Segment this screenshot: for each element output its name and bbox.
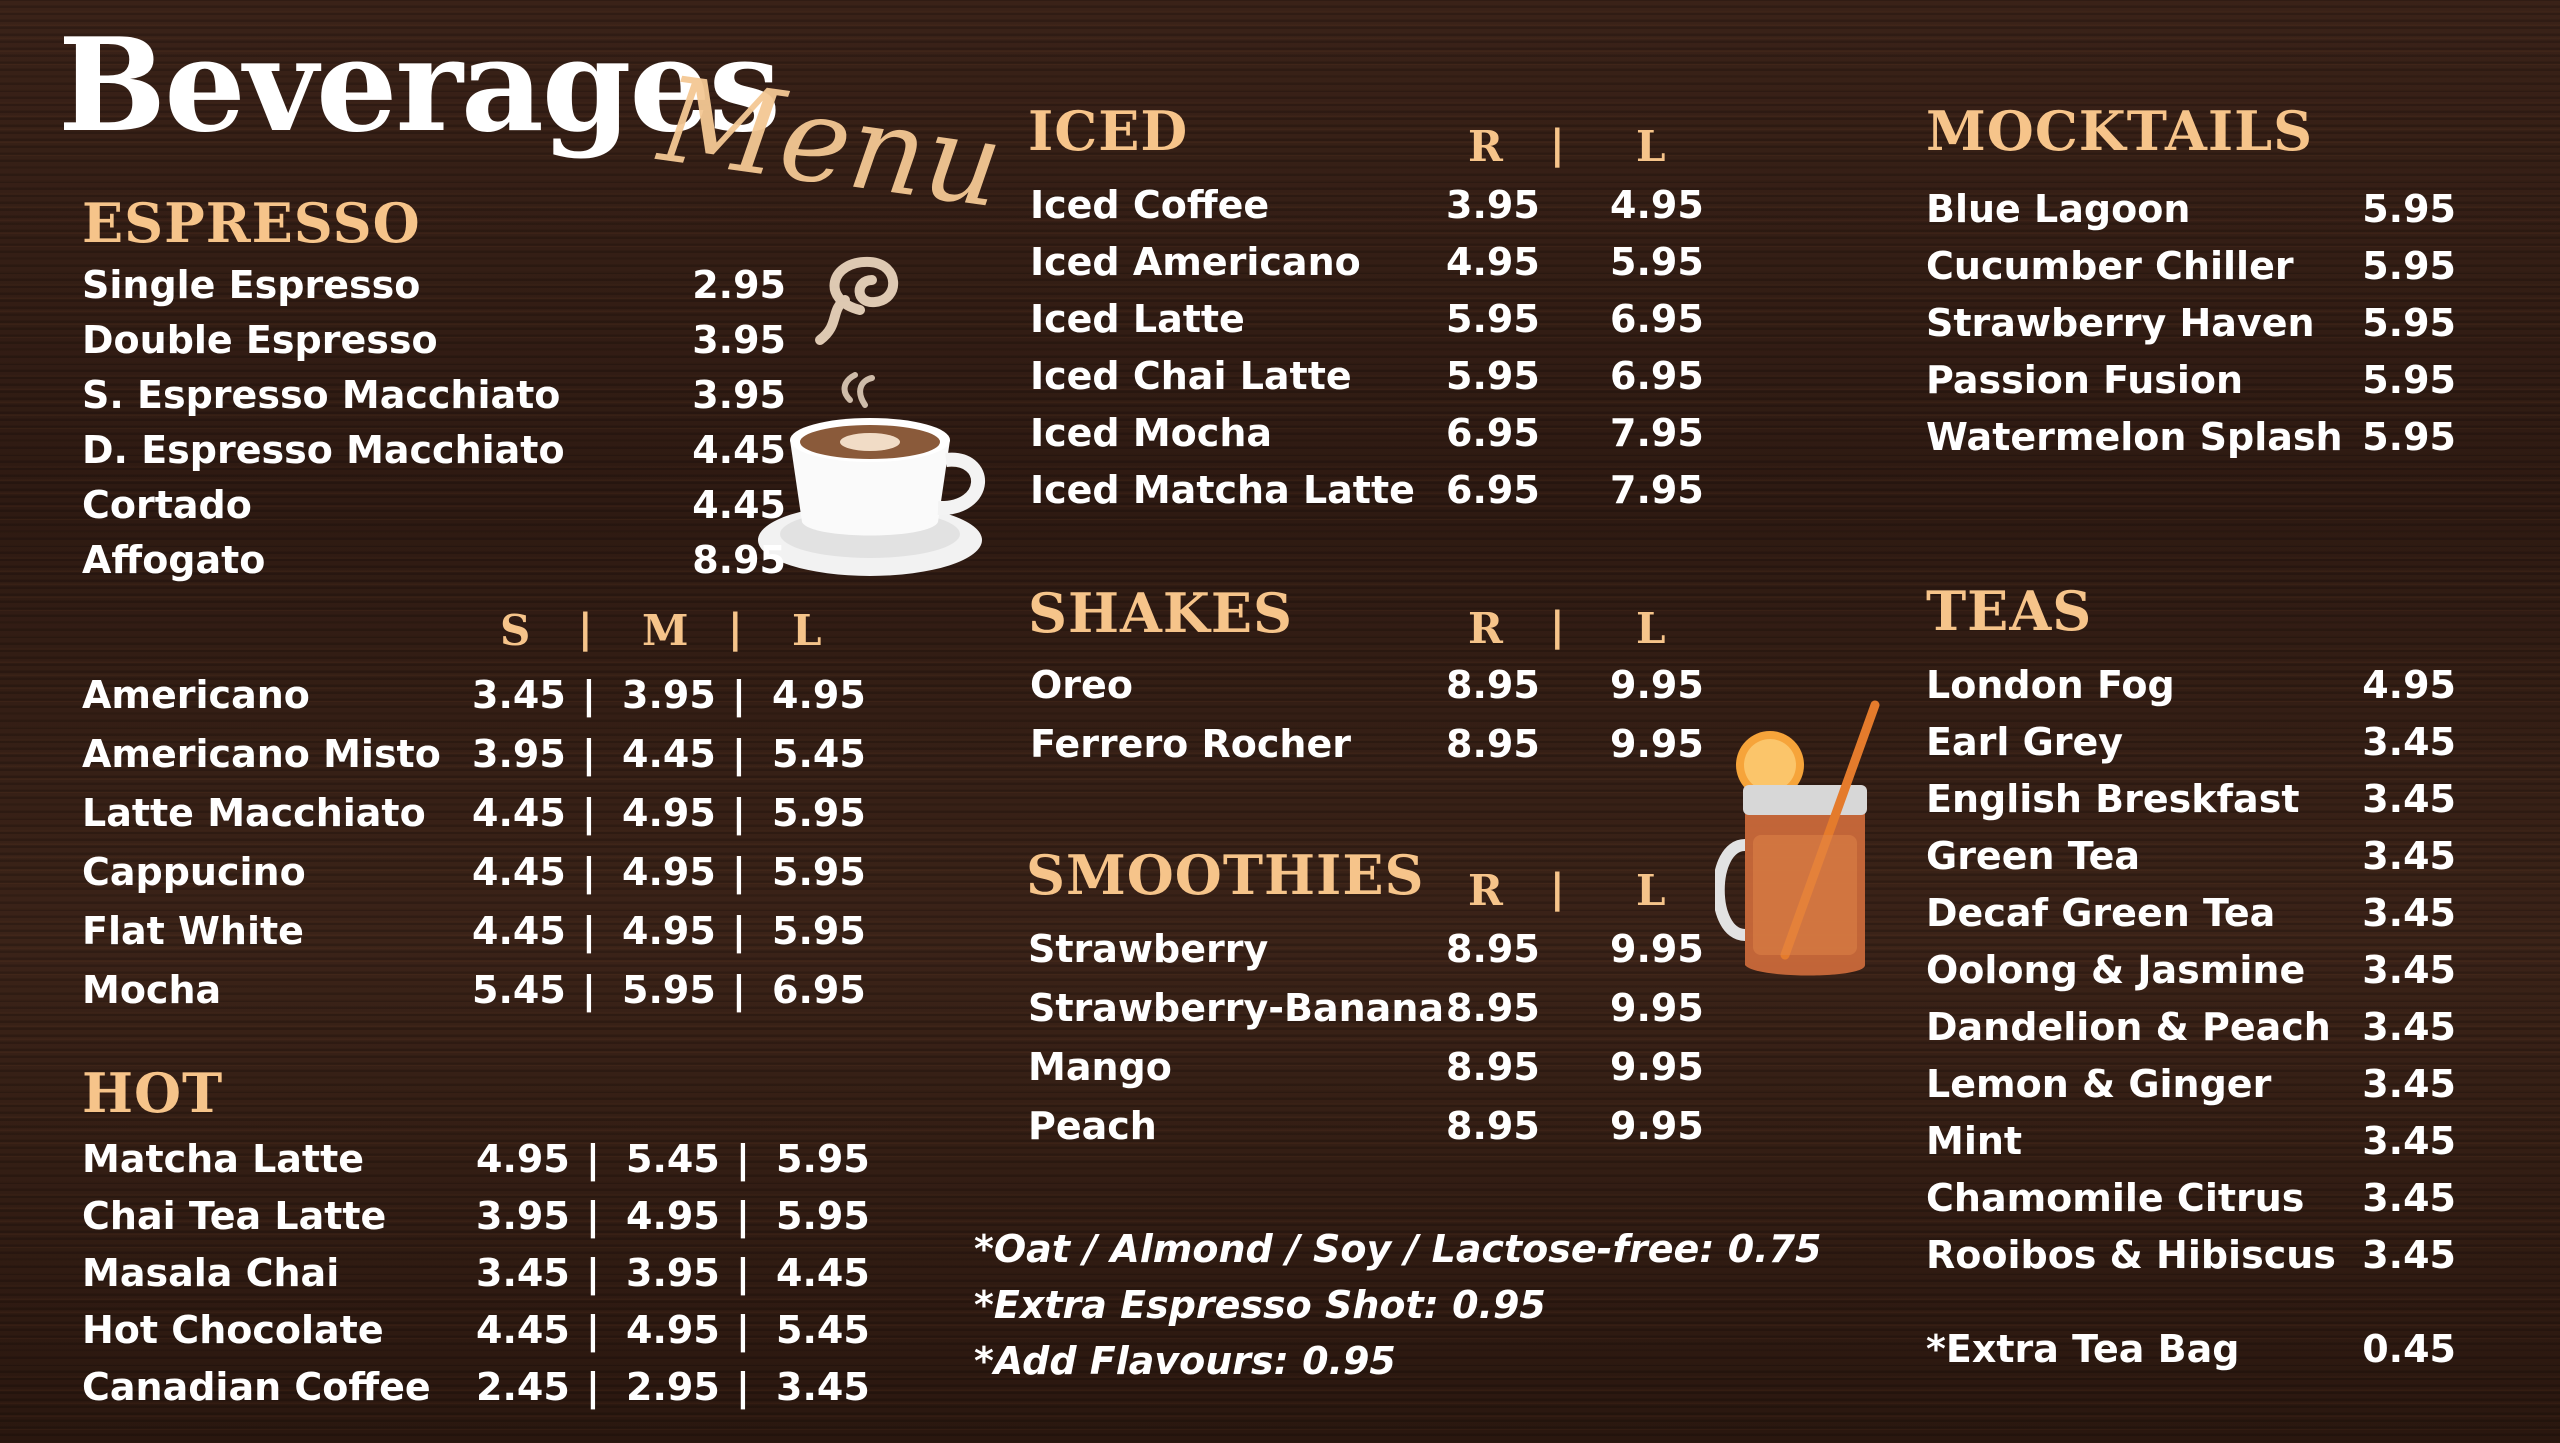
price-separator: | bbox=[582, 909, 596, 953]
note-milk-alternatives: *Oat / Almond / Soy / Lactose-free: 0.75 bbox=[974, 1227, 1822, 1271]
item-price-s: 3.45 bbox=[472, 673, 566, 717]
size-header-separator: | bbox=[1550, 866, 1565, 912]
menu-item-row bbox=[1926, 662, 2456, 708]
item-price-l: 4.45 bbox=[776, 1251, 870, 1295]
menu-item-row bbox=[1926, 414, 2456, 460]
item-price-r: 6.95 bbox=[1446, 468, 1540, 512]
menu-item-row bbox=[82, 317, 902, 363]
item-price: 3.45 bbox=[2362, 891, 2456, 935]
menu-item-row bbox=[82, 1136, 902, 1182]
menu-item-row bbox=[82, 537, 902, 583]
item-price: 3.45 bbox=[2362, 720, 2456, 764]
price-separator: | bbox=[732, 968, 746, 1012]
item-name: Iced Chai Latte bbox=[1030, 354, 1352, 398]
menu-item-row bbox=[1028, 1044, 1728, 1090]
item-price-r: 8.95 bbox=[1446, 663, 1540, 707]
page-subtitle-script: Menu bbox=[652, 50, 1011, 235]
menu-item-row bbox=[1926, 300, 2456, 346]
item-price-m: 4.95 bbox=[622, 909, 716, 953]
item-price-r: 3.95 bbox=[1446, 183, 1540, 227]
size-header-separator: | bbox=[1550, 122, 1565, 168]
item-price-m: 2.95 bbox=[626, 1365, 720, 1409]
menu-item-row bbox=[1926, 1118, 2456, 1164]
menu-item-row bbox=[1028, 985, 1728, 1031]
item-name: Chai Tea Latte bbox=[82, 1194, 387, 1238]
item-name: Blue Lagoon bbox=[1926, 187, 2191, 231]
item-price-s: 4.45 bbox=[472, 791, 566, 835]
item-price-m: 4.95 bbox=[622, 850, 716, 894]
price-separator: | bbox=[586, 1137, 600, 1181]
item-name: Mint bbox=[1926, 1119, 2023, 1163]
item-price-m: 4.95 bbox=[626, 1194, 720, 1238]
menu-item-row bbox=[1030, 467, 1730, 513]
size-header-separator: | bbox=[578, 606, 593, 652]
item-price-r: 8.95 bbox=[1446, 1045, 1540, 1089]
item-name: Cucumber Chiller bbox=[1926, 244, 2294, 288]
item-price-r: 6.95 bbox=[1446, 411, 1540, 455]
price-separator: | bbox=[582, 732, 596, 776]
note-extra-shot: *Extra Espresso Shot: 0.95 bbox=[974, 1283, 1546, 1327]
item-name: Rooibos & Hibiscus bbox=[1926, 1233, 2336, 1277]
item-name: Strawberry Haven bbox=[1926, 301, 2315, 345]
price-separator: | bbox=[732, 732, 746, 776]
item-price-m: 5.95 bbox=[622, 968, 716, 1012]
menu-item-row bbox=[1030, 353, 1730, 399]
price-separator: | bbox=[582, 968, 596, 1012]
menu-item-row bbox=[1030, 721, 1730, 767]
item-price: 3.45 bbox=[2362, 777, 2456, 821]
section-heading-iced: ICED bbox=[1028, 99, 1189, 163]
item-name: Canadian Coffee bbox=[82, 1365, 431, 1409]
menu-item-row bbox=[82, 262, 902, 308]
iced-tea-jar-illustration bbox=[1715, 695, 1895, 985]
item-price: 5.95 bbox=[2362, 244, 2456, 288]
item-price-s: 4.95 bbox=[476, 1137, 570, 1181]
item-name: S. Espresso Macchiato bbox=[82, 373, 561, 417]
item-price: 3.45 bbox=[2362, 1062, 2456, 1106]
item-name: Double Espresso bbox=[82, 318, 438, 362]
item-price: 3.45 bbox=[2362, 948, 2456, 992]
size-header-separator: | bbox=[1550, 604, 1565, 650]
section-heading-teas: TEAS bbox=[1926, 579, 2093, 643]
item-price-s: 4.45 bbox=[472, 850, 566, 894]
menu-item-row bbox=[82, 908, 902, 954]
item-price-r: 8.95 bbox=[1446, 927, 1540, 971]
menu-item-row bbox=[82, 1364, 902, 1410]
item-name: Hot Chocolate bbox=[82, 1308, 384, 1352]
menu-item-row bbox=[82, 672, 902, 718]
size-header-s: S bbox=[500, 606, 531, 655]
item-price-l: 5.95 bbox=[772, 850, 866, 894]
item-price-l: 6.95 bbox=[772, 968, 866, 1012]
item-price-l: 6.95 bbox=[1610, 354, 1704, 398]
item-price: 5.95 bbox=[2362, 415, 2456, 459]
item-price: 3.95 bbox=[692, 373, 786, 417]
item-name: Passion Fusion bbox=[1926, 358, 2244, 402]
menu-item-row bbox=[1028, 926, 1728, 972]
item-name: Mocha bbox=[82, 968, 222, 1012]
item-name: Single Espresso bbox=[82, 263, 421, 307]
section-heading-mocktails: MOCKTAILS bbox=[1926, 99, 2314, 163]
item-name: Cappucino bbox=[82, 850, 306, 894]
menu-item-row bbox=[1926, 357, 2456, 403]
menu-item-row bbox=[1926, 833, 2456, 879]
item-name: Masala Chai bbox=[82, 1251, 340, 1295]
menu-item-row bbox=[1926, 1061, 2456, 1107]
item-price: 5.95 bbox=[2362, 187, 2456, 231]
section-heading-hot: HOT bbox=[82, 1061, 224, 1125]
item-price-l: 5.95 bbox=[1610, 240, 1704, 284]
item-price-l: 5.95 bbox=[776, 1137, 870, 1181]
item-name: Affogato bbox=[82, 538, 266, 582]
menu-item-row bbox=[82, 372, 902, 418]
menu-item-row bbox=[1926, 243, 2456, 289]
price-separator: | bbox=[732, 909, 746, 953]
item-price-l: 5.45 bbox=[772, 732, 866, 776]
price-separator: | bbox=[736, 1251, 750, 1295]
item-name: Decaf Green Tea bbox=[1926, 891, 2276, 935]
item-name: Iced Americano bbox=[1030, 240, 1361, 284]
menu-item-row bbox=[82, 849, 902, 895]
item-price-m: 5.45 bbox=[626, 1137, 720, 1181]
size-header-r: R bbox=[1468, 604, 1503, 653]
item-name: English Breskfast bbox=[1926, 777, 2300, 821]
item-price-l: 9.95 bbox=[1610, 927, 1704, 971]
menu-item-row bbox=[1030, 239, 1730, 285]
item-name: Watermelon Splash bbox=[1926, 415, 2343, 459]
item-name: Earl Grey bbox=[1926, 720, 2124, 764]
price-separator: | bbox=[736, 1137, 750, 1181]
price-separator: | bbox=[736, 1308, 750, 1352]
menu-item-row bbox=[1030, 410, 1730, 456]
menu-item-row bbox=[1926, 186, 2456, 232]
item-name: Dandelion & Peach bbox=[1926, 1005, 2331, 1049]
item-price-l: 5.45 bbox=[776, 1308, 870, 1352]
item-price-l: 5.95 bbox=[776, 1194, 870, 1238]
price-separator: | bbox=[736, 1365, 750, 1409]
item-price-l: 9.95 bbox=[1610, 986, 1704, 1030]
item-price: 5.95 bbox=[2362, 358, 2456, 402]
item-price: 0.45 bbox=[2362, 1327, 2456, 1371]
size-header-l: L bbox=[1636, 122, 1666, 171]
item-price-l: 9.95 bbox=[1610, 1045, 1704, 1089]
size-header-r: R bbox=[1468, 866, 1503, 915]
item-price-l: 3.45 bbox=[776, 1365, 870, 1409]
item-price-l: 9.95 bbox=[1610, 1104, 1704, 1148]
item-name: *Extra Tea Bag bbox=[1926, 1327, 2240, 1371]
price-separator: | bbox=[586, 1308, 600, 1352]
item-price-r: 5.95 bbox=[1446, 297, 1540, 341]
item-name: Green Tea bbox=[1926, 834, 2141, 878]
section-heading-shakes: SHAKES bbox=[1028, 581, 1294, 645]
item-price-m: 4.95 bbox=[622, 791, 716, 835]
size-header-l: L bbox=[1636, 604, 1666, 653]
item-name: Flat White bbox=[82, 909, 304, 953]
price-separator: | bbox=[732, 791, 746, 835]
menu-item-row bbox=[1926, 776, 2456, 822]
item-name: London Fog bbox=[1926, 663, 2175, 707]
menu-item-row bbox=[1030, 182, 1730, 228]
item-price: 3.45 bbox=[2362, 1176, 2456, 1220]
item-price-s: 2.45 bbox=[476, 1365, 570, 1409]
item-price-r: 4.95 bbox=[1446, 240, 1540, 284]
item-price: 5.95 bbox=[2362, 301, 2456, 345]
tea-extra-row bbox=[1926, 1326, 2456, 1372]
menu-item-row bbox=[82, 790, 902, 836]
item-name: Cortado bbox=[82, 483, 252, 527]
price-separator: | bbox=[582, 673, 596, 717]
item-price-m: 3.95 bbox=[622, 673, 716, 717]
item-price-l: 4.95 bbox=[772, 673, 866, 717]
item-price-l: 7.95 bbox=[1610, 468, 1704, 512]
price-separator: | bbox=[586, 1365, 600, 1409]
section-heading-smoothies: SMOOTHIES bbox=[1026, 843, 1425, 907]
menu-item-row bbox=[1028, 1103, 1728, 1149]
item-name: Oreo bbox=[1030, 663, 1133, 707]
item-name: Oolong & Jasmine bbox=[1926, 948, 2306, 992]
menu-item-row bbox=[1926, 1004, 2456, 1050]
price-separator: | bbox=[582, 791, 596, 835]
item-name: Chamomile Citrus bbox=[1926, 1176, 2305, 1220]
price-separator: | bbox=[586, 1251, 600, 1295]
item-price-r: 5.95 bbox=[1446, 354, 1540, 398]
item-price-s: 3.95 bbox=[472, 732, 566, 776]
item-price-l: 6.95 bbox=[1610, 297, 1704, 341]
menu-item-row bbox=[1030, 296, 1730, 342]
item-price-r: 8.95 bbox=[1446, 986, 1540, 1030]
size-header-l: L bbox=[1636, 866, 1666, 915]
menu-item-row bbox=[1926, 947, 2456, 993]
item-price: 4.95 bbox=[2362, 663, 2456, 707]
menu-item-row bbox=[82, 482, 902, 528]
item-name: Peach bbox=[1028, 1104, 1157, 1148]
page-title: Beverages bbox=[58, 11, 779, 161]
item-name: Americano Misto bbox=[82, 732, 441, 776]
menu-item-row bbox=[1030, 662, 1730, 708]
item-price: 3.45 bbox=[2362, 834, 2456, 878]
menu-item-row bbox=[82, 1193, 902, 1239]
item-price-m: 4.95 bbox=[626, 1308, 720, 1352]
item-price-s: 3.45 bbox=[476, 1251, 570, 1295]
item-price-r: 8.95 bbox=[1446, 722, 1540, 766]
item-price-r: 8.95 bbox=[1446, 1104, 1540, 1148]
item-price: 8.95 bbox=[692, 538, 786, 582]
menu-item-row bbox=[82, 967, 902, 1013]
item-price-m: 4.45 bbox=[622, 732, 716, 776]
item-name: Matcha Latte bbox=[82, 1137, 365, 1181]
item-price: 3.45 bbox=[2362, 1233, 2456, 1277]
item-name: Strawberry-Banana bbox=[1028, 986, 1445, 1030]
item-name: Iced Coffee bbox=[1030, 183, 1270, 227]
item-price-m: 3.95 bbox=[626, 1251, 720, 1295]
item-price: 3.95 bbox=[692, 318, 786, 362]
price-separator: | bbox=[732, 850, 746, 894]
section-heading-espresso: ESPRESSO bbox=[82, 191, 421, 255]
item-price: 3.45 bbox=[2362, 1119, 2456, 1163]
menu-item-row bbox=[82, 427, 902, 473]
item-price-s: 3.95 bbox=[476, 1194, 570, 1238]
price-separator: | bbox=[732, 673, 746, 717]
item-price: 2.95 bbox=[692, 263, 786, 307]
item-name: Lemon & Ginger bbox=[1926, 1062, 2272, 1106]
size-header-l: L bbox=[792, 606, 822, 655]
item-price-l: 9.95 bbox=[1610, 663, 1704, 707]
menu-item-row bbox=[82, 731, 902, 777]
item-name: Mango bbox=[1028, 1045, 1172, 1089]
item-name: Americano bbox=[82, 673, 310, 717]
menu-item-row bbox=[82, 1250, 902, 1296]
item-price: 4.45 bbox=[692, 483, 786, 527]
menu-item-row bbox=[1926, 1232, 2456, 1278]
item-name: Strawberry bbox=[1028, 927, 1269, 971]
item-name: Latte Macchiato bbox=[82, 791, 426, 835]
item-price-l: 7.95 bbox=[1610, 411, 1704, 455]
item-price-l: 5.95 bbox=[772, 909, 866, 953]
item-name: Iced Latte bbox=[1030, 297, 1245, 341]
item-price-l: 4.95 bbox=[1610, 183, 1704, 227]
menu-item-row bbox=[82, 1307, 902, 1353]
menu-item-row bbox=[1926, 1175, 2456, 1221]
size-header-separator: | bbox=[728, 606, 743, 652]
price-separator: | bbox=[582, 850, 596, 894]
item-name: Iced Mocha bbox=[1030, 411, 1273, 455]
item-price-l: 5.95 bbox=[772, 791, 866, 835]
item-name: Iced Matcha Latte bbox=[1030, 468, 1415, 512]
item-price-s: 4.45 bbox=[472, 909, 566, 953]
menu-item-row bbox=[1926, 890, 2456, 936]
item-price: 3.45 bbox=[2362, 1005, 2456, 1049]
item-price-l: 9.95 bbox=[1610, 722, 1704, 766]
menu-item-row bbox=[1926, 719, 2456, 765]
note-add-flavours: *Add Flavours: 0.95 bbox=[974, 1339, 1396, 1383]
item-price-s: 5.45 bbox=[472, 968, 566, 1012]
item-price: 4.45 bbox=[692, 428, 786, 472]
price-separator: | bbox=[736, 1194, 750, 1238]
item-name: Ferrero Rocher bbox=[1030, 722, 1351, 766]
price-separator: | bbox=[586, 1194, 600, 1238]
item-price-s: 4.45 bbox=[476, 1308, 570, 1352]
item-name: D. Espresso Macchiato bbox=[82, 428, 565, 472]
size-header-r: R bbox=[1468, 122, 1503, 171]
size-header-m: M bbox=[642, 606, 689, 655]
